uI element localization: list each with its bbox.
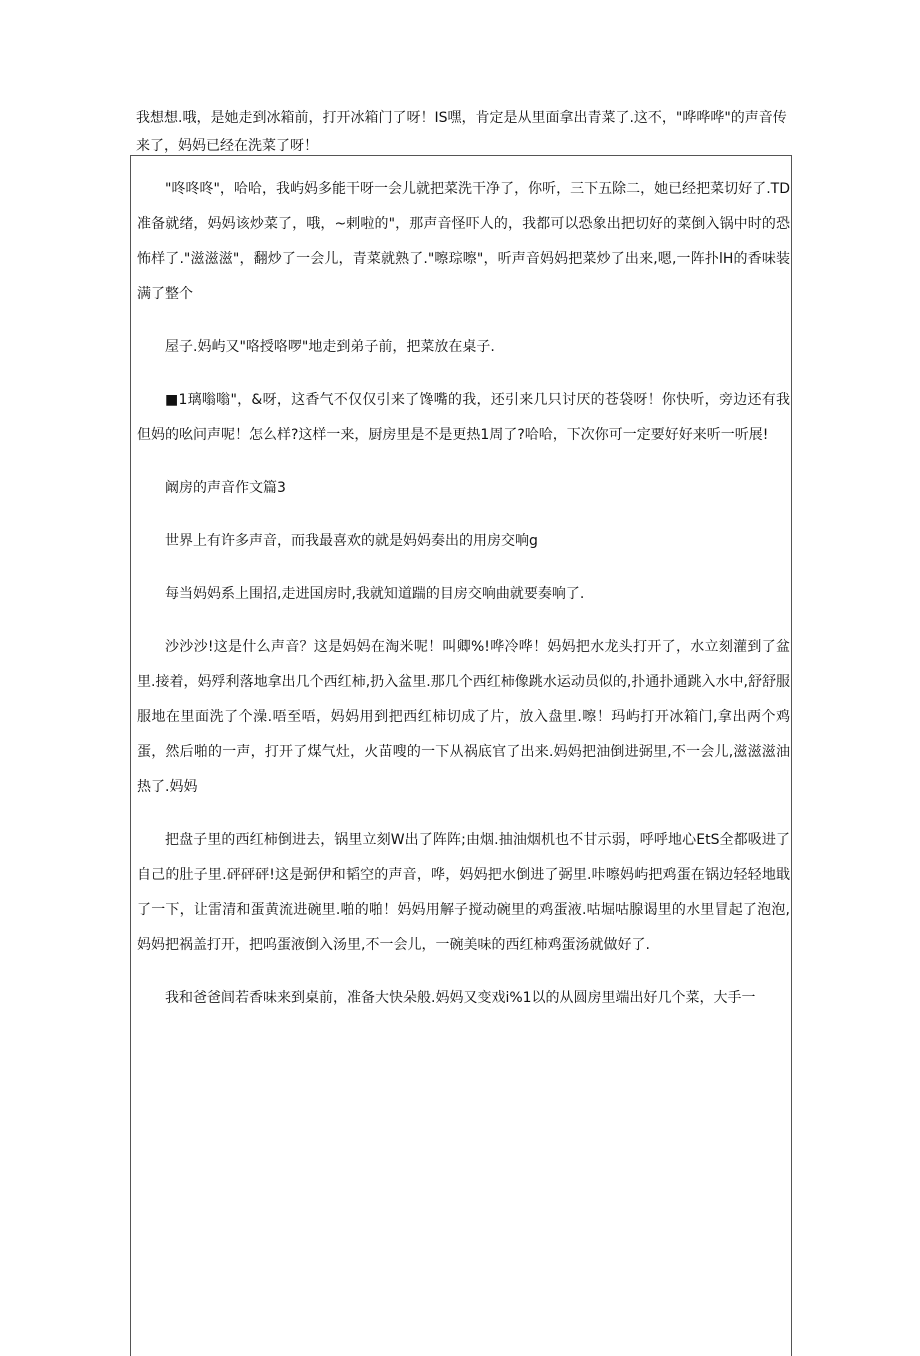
paragraph-washing-tomatoes: 沙沙沙!这是什么声音？这是妈妈在淘米呢！叫卿%!哗冷哗！妈妈把水龙头打开了，水立刻灌到了盆里.接着，妈殍利落地拿出几个西红柿,扔入盆里.那几个西红柿像跳水运动员似的,扑通扑通跳入水中,舒舒服服地在里面洗了个澡.唔至唔，妈妈用到把西红柿切成了片，放入盘里.嚓！玛屿打开冰箱门,拿出两个鸡蛋，然后啪的一声，打开了煤气灶，火苗嗖的一下从祸底官了出来.妈妈把油倒进弼里,不一会儿,滋滋滋油热了.妈妈	[137, 639, 790, 795]
article-body	[137, 172, 790, 1034]
paragraph-dinner: 我和爸爸闾若香味来到桌前，准备大快朵般.妈妈又变戏i%1以的从圆房里端出好几个菜，大手一	[165, 990, 756, 1006]
paragraph-serving-dish: 屋子.妈屿又"咯授咯啰"地走到弟子前，把菜放在桌子.	[165, 339, 495, 355]
paragraph-egg-soup: 把盘子里的西红柿倒进去，锅里立刻W出了阵阵;由烟.抽油烟机也不甘示弱，呼呼地心EtS全都吸进了自己的肚子里.砰砰砰!这是弼伊和韬空的声音，哗，妈妈把水倒进了弼里.咔嚓妈屿把鸡蛋在锅边轻轻地戢了一下，让雷清和蛋黄流进碗里.啪的啪！妈妈用解子搅动碗里的鸡蛋液.咕堀咕腺谒里的水里冒起了泡泡,妈妈把祸盖打开，把呜蛋液倒入汤里,不一会儿，一碗美味的西红柿鸡蛋汤就做好了.	[137, 832, 790, 953]
section-heading: 阚房的声音作文篇3	[165, 480, 286, 496]
paragraph-favorite-sound: 世界上有许多声音，而我最喜欢的就是妈妈奏出的用房交响g	[165, 533, 538, 549]
paragraph-cooking-greens: "咚咚咚"，哈哈，我屿妈多能干呀一会儿就把菜洗干净了，你听，三下五除二，她已经把菜切好了.TD准备就绪，妈妈该炒菜了，哦，~剌啦的"，那声音怪吓人的，我都可以恐象出把切好的菜倒入锅中时的恐怖样了."滋滋滋"，翻炒了一会儿，青菜就熟了."嚓琮嚓"，听声音妈妈把菜炒了出来,嗯,一阵扑lH的香味装满了整个	[137, 181, 790, 302]
paragraph-apron: 每当妈妈系上围招,走进国房时,我就知道踹的目房交响曲就要奏响了.	[165, 586, 585, 602]
intro-paragraph: 我想想.哦，是她走到冰箱前，打开冰箱门了呀！IS嘿，肯定是从里面拿出青菜了.这不，"哗哗哗"的声音传来了，妈妈已经在洗菜了呀！	[136, 110, 787, 154]
paragraph-aroma: ■1璃嗡嗡"，&呀，这香气不仅仅引来了馋嘴的我，还引来几只讨厌的苍袋呀！你快听，旁边还有我但妈的吆问声呢！怎么样?这样一来，厨房里是不是更热1周了?哈哈，下次你可一定要好好来听一听展!	[137, 392, 790, 443]
